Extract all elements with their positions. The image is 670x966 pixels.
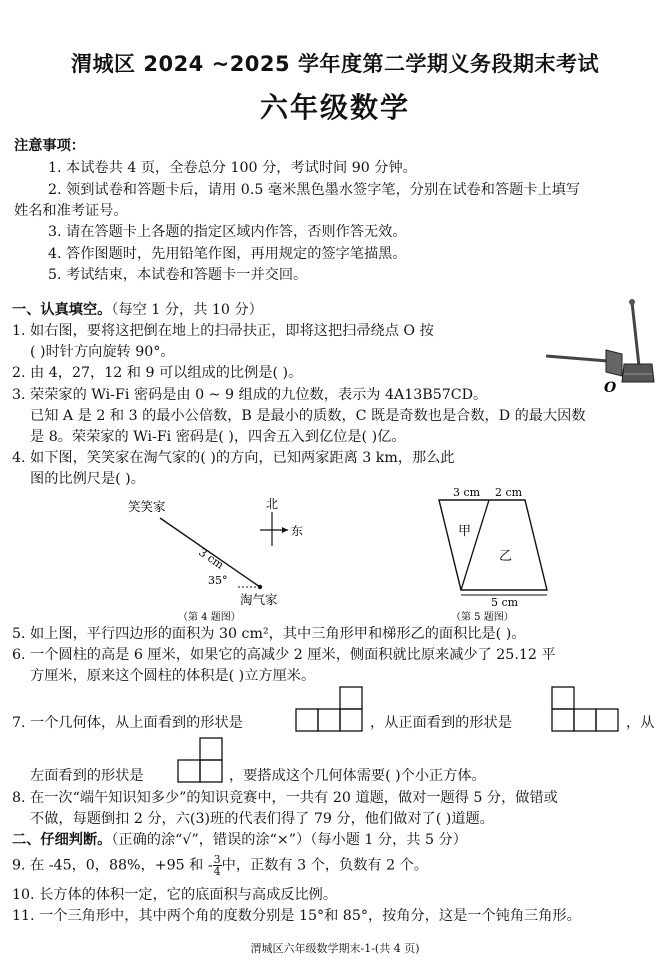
exam-title: 渭城区 2024 ~2025 学年度第二学期义务段期末考试: [71, 52, 599, 76]
question-3-line-3: 是 8。荣荣家的 Wi-Fi 密码是( )，四舍五入到亿位是( )亿。: [30, 429, 406, 445]
question-8-line-2: 不做，每题倒扣 2 分，六(3)班的代表们得了 79 分，他们做对了( )道题。: [30, 811, 494, 827]
taoqi-home-label: 淘气家: [240, 592, 278, 607]
notice-item-1: 1. 本试卷共 4 页，全卷总分 100 分，考试时间 90 分钟。: [48, 160, 417, 176]
figure-4-caption: （第 4 题图）: [178, 612, 241, 623]
question-9: [12, 854, 428, 877]
taoqi-home-point: [258, 585, 262, 589]
east-arrow-icon: [282, 527, 288, 533]
upright-broom-handle: [632, 302, 639, 366]
question-10: 10. 长方体的体积一定，它的底面积与高成反比例。: [12, 887, 338, 903]
section2-note: （正确的涂“√”，错误的涂“×”）（每小题 1 分，共 5 分）: [111, 832, 467, 848]
question-7-line-1-a: 7. 一个几何体，从上面看到的形状是: [12, 715, 243, 731]
figure-5-parallelogram: [425, 482, 555, 622]
question-3-line-1: 3. 荣荣家的 Wi-Fi 密码是由 0 ~ 9 组成的九位数，表示为 4A13B57CD。: [12, 387, 488, 403]
fraction-numerator: 3: [213, 853, 221, 866]
distance-label: 3 cm: [196, 545, 227, 572]
question-7-line-2-a: 左面看到的形状是: [30, 768, 144, 784]
question-1-line-2: ( )时针方向旋转 90°。: [30, 344, 175, 360]
figure-5-caption: （第 5 题图）: [451, 612, 514, 622]
notice-item-2: 2. 领到试卷和答题卡后，请用 0.5 毫米黑色墨水签字笔，分别在试卷和答题卡上填写: [48, 182, 581, 198]
question-7-line-2-b: ，要搭成这个几何体需要( )个小正方体。: [229, 768, 486, 784]
section2-title: [12, 830, 467, 850]
fallen-broom-head-icon: [606, 350, 622, 376]
region-yi-label: 乙: [499, 549, 513, 564]
region-jia-label: 甲: [458, 524, 472, 539]
angle-label: 35°: [208, 574, 228, 587]
question-5: 5. 如上图，平行四边形的面积为 30 cm²，其中三角形甲和梯形乙的面积比是( )。: [12, 626, 526, 642]
left-view-shape: [174, 733, 228, 785]
section2-heading: 二、仔细判断。: [12, 832, 112, 848]
fraction-denominator: 4: [213, 865, 221, 878]
notice-item-5: 5. 考试结束，本试卷和答题卡一并交回。: [48, 267, 308, 283]
exam-subject: 六年级数学: [259, 91, 410, 124]
notice-item-3: 3. 请在答题卡上各题的指定区域内作答，否则作答无效。: [48, 224, 407, 240]
parallelogram-outline: [439, 500, 547, 590]
question-6-line-1: 6. 一个圆柱的高是 6 厘米，如果它的高减少 2 厘米，侧面积就比原来减少了 25.12 平: [12, 647, 556, 663]
question-9-b: 中，正数有 3 个，负数有 2 个。: [221, 857, 428, 874]
divider-line: [461, 500, 489, 590]
question-1-line-1: 1. 如右图，要将这把倒在地上的扫帚扶正，即将这把扫帚绕点 O 按: [12, 323, 434, 339]
east-label: 东: [291, 524, 304, 538]
question-8-line-1: 8. 在一次“端午知识知多少”的知识竞赛中，一共有 20 道题，做对一题得 5 分，做错或: [12, 790, 558, 806]
xiaoxiao-home-label: 笑笑家: [128, 499, 166, 514]
north-label: 北: [266, 497, 279, 511]
question-9-a: 9. 在 -45，0，88%，+95 和 -: [12, 857, 213, 874]
bottom-length: 5 cm: [491, 596, 519, 609]
question-7-line-1-b: ，从正面看到的形状是: [370, 715, 512, 731]
question-2: 2. 由 4，27，12 和 9 可以组成的比例是( )。: [12, 365, 303, 381]
page-footer: 渭城区六年级数学期末-1-(共 4 页): [250, 942, 420, 955]
pivot-label: O: [604, 380, 617, 394]
fallen-broom-handle: [546, 356, 608, 361]
section1-note: （每空 1 分，共 10 分）: [111, 302, 263, 318]
fraction-three-quarters: [213, 854, 222, 877]
broom-handle-cap: [629, 299, 635, 305]
notice-item-4: 4. 答作图题时，先用铅笔作图，再用规定的签字笔描黑。: [48, 246, 407, 262]
notice-heading: 注意事项：: [14, 138, 85, 154]
broom-figure: [540, 298, 658, 394]
section1-heading: 一、认真填空。: [12, 302, 112, 318]
question-3-line-2: 已知 A 是 2 和 3 的最小公倍数，B 是最小的质数，C 既是奇数也是合数，D 的最大因数: [30, 408, 586, 424]
top-right-length: 2 cm: [495, 486, 523, 499]
question-4-line-1: 4. 如下图，笑笑家在淘气家的( )的方向，已知两家距离 3 km，那么此: [12, 450, 455, 466]
top-view-shape: [292, 686, 368, 736]
top-left-length: 3 cm: [453, 486, 481, 499]
upright-broom-head-icon: [622, 364, 654, 382]
question-4-line-2: 图的比例尺是( )。: [30, 471, 145, 487]
notice-item-2-cont: 姓名和准考证号。: [14, 203, 128, 219]
front-view-shape: [548, 686, 624, 736]
figure-4-map: [100, 494, 320, 624]
question-7-line-1-c: ，从: [626, 715, 655, 731]
section1-title: [12, 300, 263, 320]
question-11: 11. 一个三角形中，其中两个角的度数分别是 15°和 85°，按角分，这是一个钝角三角形。: [12, 908, 581, 924]
question-6-line-2: 方厘米，原来这个圆柱的体积是( )立方厘米。: [30, 668, 316, 684]
